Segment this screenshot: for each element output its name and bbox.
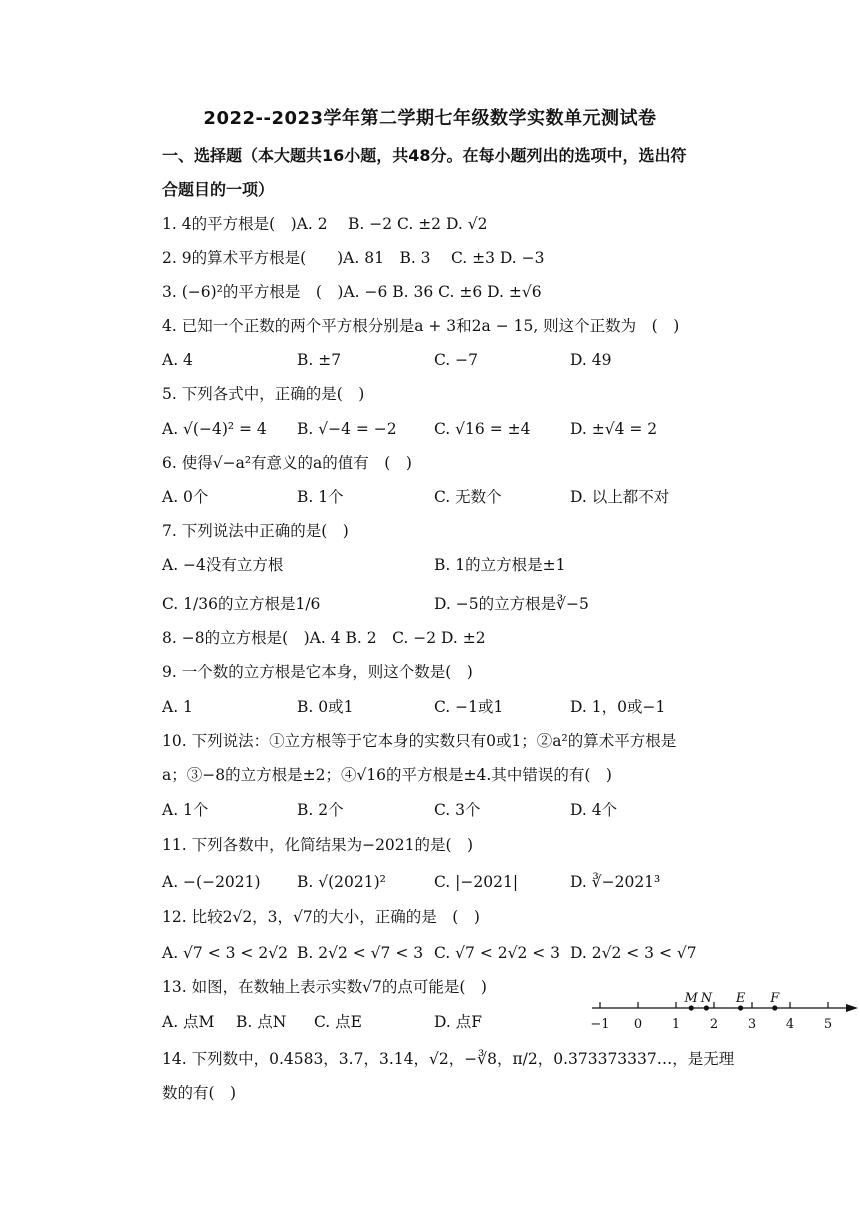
q10-option-d: D. 4个	[570, 801, 618, 819]
question-10-line2: a；③−8的立方根是±2；④√16的平方根是±4.其中错误的有( )	[162, 766, 612, 784]
q4-option-c: C. −7	[434, 351, 479, 369]
number-line-tick-label: 0	[633, 1017, 643, 1032]
q4-option-a: A. 4	[162, 351, 193, 369]
q7-option-a: A. −4没有立方根	[162, 556, 284, 574]
q4-option-b: B. ±7	[297, 351, 342, 369]
q5-option-c: C. √16 = ±4	[434, 420, 531, 438]
q6-option-a: A. 0个	[162, 488, 209, 506]
question-5-stem: 5. 下列各式中，正确的是( )	[162, 385, 365, 403]
q11-option-b: B. √(2021)²	[297, 873, 386, 891]
question-9-stem: 9. 一个数的立方根是它本身，则这个数是( )	[162, 663, 473, 681]
section-heading-line2: 合题目的一项）	[162, 180, 275, 199]
q6-option-c: C. 无数个	[434, 488, 502, 506]
question-8: 8. −8的立方根是( )A. 4 B. 2 C. −2 D. ±2	[162, 629, 486, 647]
question-11-stem: 11. 下列各数中，化简结果为−2021的是( )	[162, 836, 474, 854]
q7-option-b: B. 1的立方根是±1	[434, 556, 566, 574]
number-line-tick-label: 3	[747, 1017, 757, 1032]
number-line-tick-label: 5	[823, 1017, 833, 1032]
q5-option-b: B. √−4 = −2	[297, 420, 397, 438]
q13-option-a: A. 点M	[162, 1013, 215, 1031]
question-10-line1: 10. 下列说法：①立方根等于它本身的实数只有0或1；②a²的算术平方根是	[162, 732, 677, 750]
question-3: 3. (−6)²的平方根是 ( )A. −6 B. 36 C. ±6 D. ±√6	[162, 283, 542, 301]
q11-option-c: C. |−2021|	[434, 873, 519, 891]
q5-option-a: A. √(−4)² = 4	[162, 420, 267, 438]
q12-option-b: B. 2√2 < √7 < 3	[297, 944, 424, 962]
number-line-point-label: E	[735, 991, 746, 1006]
q13-option-d: D. 点F	[434, 1013, 482, 1031]
q6-option-d: D. 以上都不对	[570, 488, 670, 506]
number-line-arrow	[846, 1004, 858, 1012]
q10-option-b: B. 2个	[297, 801, 344, 819]
number-line-point	[704, 1005, 709, 1010]
q4-option-d: D. 49	[570, 351, 612, 369]
q5-option-d: D. ±√4 = 2	[570, 420, 658, 438]
page-title: 2022--2023学年第二学期七年级数学实数单元测试卷	[203, 108, 657, 129]
number-line-figure	[590, 984, 860, 1034]
number-line-point	[738, 1005, 743, 1010]
question-1: 1. 4的平方根是( )A. 2 B. −2 C. ±2 D. √2	[162, 215, 488, 233]
number-line-point	[689, 1005, 694, 1010]
number-line-point	[772, 1005, 777, 1010]
number-line-point-label: F	[770, 991, 780, 1006]
question-13-stem: 13. 如图，在数轴上表示实数√7的点可能是( )	[162, 978, 487, 996]
number-line-point-label: N	[700, 991, 713, 1006]
question-7-stem: 7. 下列说法中正确的是( )	[162, 522, 349, 540]
q6-option-b: B. 1个	[297, 488, 344, 506]
question-12-stem: 12. 比较2√2，3，√7的大小，正确的是 ( )	[162, 908, 480, 926]
q11-option-a: A. −(−2021)	[162, 873, 261, 891]
q9-option-d: D. 1，0或−1	[570, 698, 666, 716]
q7-option-c: C. 1/36的立方根是1/6	[162, 595, 321, 613]
q9-option-c: C. −1或1	[434, 698, 504, 716]
number-line-point-label: M	[684, 991, 698, 1006]
q10-option-a: A. 1个	[162, 801, 209, 819]
question-14-line2: 数的有( )	[162, 1084, 237, 1102]
q10-option-c: C. 3个	[434, 801, 481, 819]
question-4-stem: 4. 已知一个正数的两个平方根分别是a + 3和2a − 15, 则这个正数为 ( )	[162, 317, 680, 335]
question-14-line1: 14. 下列数中，0.4583，3.7，3.14，√2，−∛8，π/2，0.373373337…，是无理	[162, 1050, 735, 1068]
q7-option-d: D. −5的立方根是∛−5	[434, 595, 589, 613]
number-line-tick-label: 4	[785, 1017, 795, 1032]
number-line-tick-label: 1	[671, 1017, 681, 1032]
section-heading-line1: 一、选择题（本大题共16小题，共48分。在每小题列出的选项中，选出符	[162, 146, 687, 165]
q13-option-b: B. 点N	[236, 1013, 287, 1031]
q11-option-d: D. ∛−2021³	[570, 873, 661, 891]
q12-option-d: D. 2√2 < 3 < √7	[570, 944, 697, 962]
question-2: 2. 9的算术平方根是( )A. 81 B. 3 C. ±3 D. −3	[162, 249, 545, 267]
number-line-tick-label: 2	[709, 1017, 719, 1032]
q12-option-c: C. √7 < 2√2 < 3	[434, 944, 561, 962]
question-6-stem: 6. 使得√−a²有意义的a的值有 ( )	[162, 454, 412, 472]
q12-option-a: A. √7 < 3 < 2√2	[162, 944, 288, 962]
q13-option-c: C. 点E	[314, 1013, 362, 1031]
number-line-tick-label: −1	[590, 1017, 610, 1032]
q9-option-b: B. 0或1	[297, 698, 354, 716]
q9-option-a: A. 1	[162, 698, 193, 716]
